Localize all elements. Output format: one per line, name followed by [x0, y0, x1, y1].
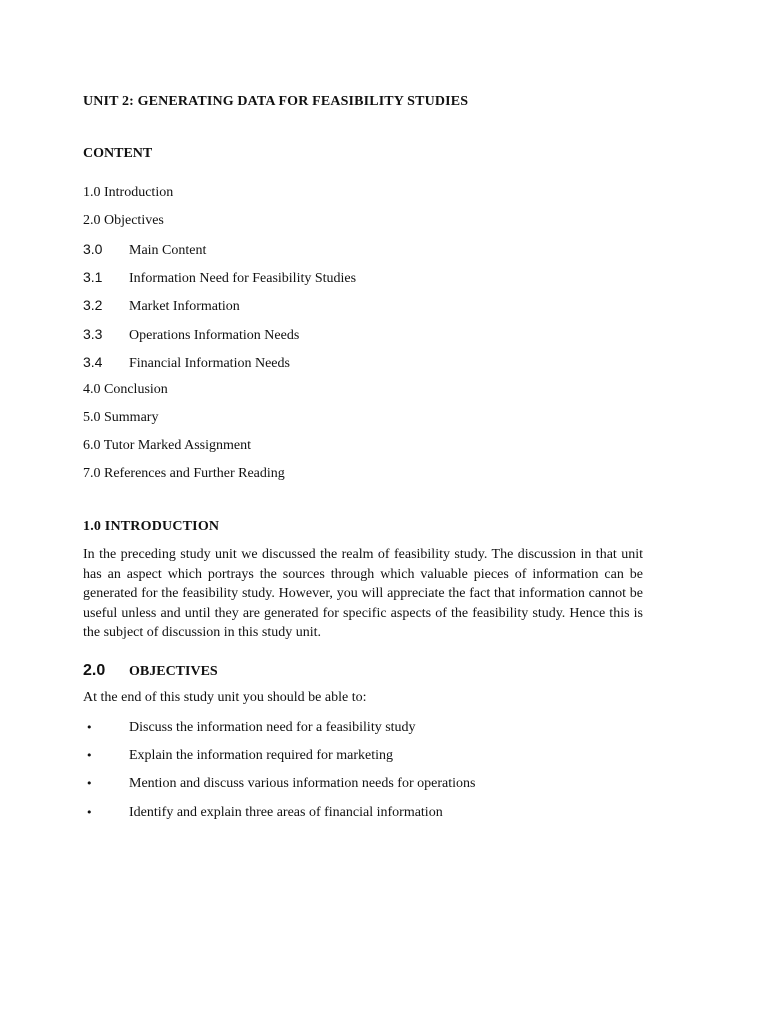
objectives-lead: At the end of this study unit you should be able to: — [83, 690, 367, 705]
toc-label: 5.0 Summary — [83, 410, 159, 425]
toc-item — [83, 326, 299, 344]
objectives-number: 2.0 — [83, 662, 106, 679]
objective-text: Explain the information required for marketing — [129, 748, 393, 763]
toc-item — [83, 213, 164, 229]
list-item — [83, 748, 393, 764]
toc-label: Financial Information Needs — [129, 356, 290, 371]
toc-item — [83, 269, 356, 287]
toc-item — [83, 241, 206, 259]
toc-label: Market Information — [129, 299, 240, 314]
toc-item — [83, 382, 168, 398]
toc-label: 1.0 Introduction — [83, 185, 174, 200]
toc-number: 3.0 — [83, 241, 103, 257]
objectives-heading — [83, 662, 218, 680]
objectives-title: OBJECTIVES — [129, 664, 218, 679]
toc-label: Information Need for Feasibility Studies — [129, 271, 357, 286]
toc-item — [83, 185, 173, 201]
toc-number: 3.2 — [83, 297, 103, 313]
toc-label: 4.0 Conclusion — [83, 382, 168, 397]
toc-item — [83, 466, 285, 482]
toc-item — [83, 410, 158, 426]
introduction-heading: 1.0 INTRODUCTION — [83, 519, 220, 534]
bullet-icon: • — [86, 806, 93, 819]
toc-number: 3.3 — [83, 326, 103, 342]
unit-title: UNIT 2: GENERATING DATA FOR FEASIBILITY STUDIES — [83, 94, 469, 109]
toc-number: 3.1 — [83, 269, 103, 285]
objective-text: Identify and explain three areas of financial information — [129, 805, 443, 820]
toc-label: Main Content — [129, 243, 207, 258]
toc-label: Operations Information Needs — [129, 328, 300, 343]
toc-item — [83, 354, 290, 372]
toc-number: 3.4 — [83, 354, 103, 370]
toc-item — [83, 297, 240, 315]
objective-text: Discuss the information need for a feasibility study — [129, 720, 416, 735]
objective-text: Mention and discuss various information needs for operations — [129, 776, 476, 791]
introduction-paragraph: In the preceding study unit we discussed the realm of feasibility study. The discussion in that unit has an aspect which portrays the sources through which valuable pieces of information can be generated for the feasibility study. However, you will appreciate the fact that information cannot be useful unless and until they are generated for specific aspects of the feasibility study. Hence this is the subject of discussion in this study unit. — [83, 547, 643, 640]
list-item — [83, 776, 475, 792]
toc-item — [83, 438, 251, 454]
content-heading: CONTENT — [83, 146, 153, 161]
toc-label: 2.0 Objectives — [83, 213, 164, 228]
bullet-icon: • — [86, 749, 93, 762]
toc-label: 6.0 Tutor Marked Assignment — [83, 438, 252, 453]
toc-label: 7.0 References and Further Reading — [83, 466, 285, 481]
bullet-icon: • — [86, 721, 93, 734]
bullet-icon: • — [86, 777, 93, 790]
list-item — [83, 720, 416, 736]
list-item — [83, 805, 443, 821]
